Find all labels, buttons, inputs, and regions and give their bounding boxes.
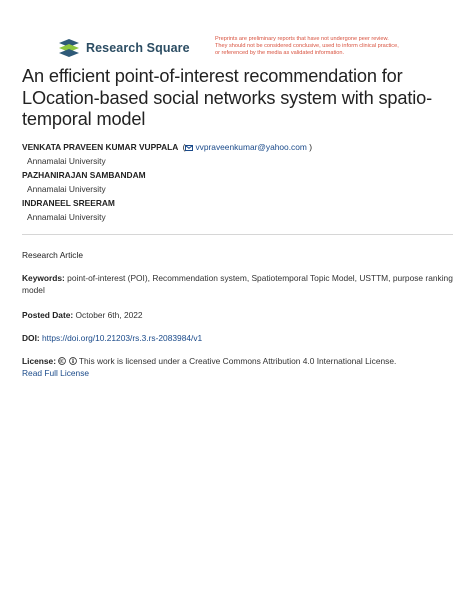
author-list bbox=[22, 142, 462, 226]
author-name: PAZHANIRAJAN SAMBANDAM bbox=[22, 170, 146, 180]
email-icon bbox=[185, 145, 193, 151]
paper-title bbox=[22, 66, 462, 131]
license-label: License: bbox=[22, 356, 56, 366]
keywords-label: Keywords: bbox=[22, 273, 65, 283]
posted-date bbox=[22, 309, 453, 321]
preprint-disclaimer bbox=[215, 36, 445, 58]
preprint-header bbox=[0, 0, 474, 64]
author-name: INDRANEEL SREERAM bbox=[22, 198, 115, 208]
read-full-license-link[interactable]: Read Full License bbox=[22, 368, 90, 378]
title-line: LOcation-based social networks system with spatio- bbox=[22, 87, 432, 108]
research-square-logo[interactable] bbox=[57, 38, 190, 58]
keywords bbox=[22, 272, 453, 296]
section-divider bbox=[22, 234, 453, 235]
creative-commons-icon bbox=[58, 357, 66, 365]
author-affiliation: Annamalai University bbox=[27, 212, 106, 222]
doi bbox=[22, 332, 453, 344]
author-email-wrap: ( vvpraveenkumar@yahoo.com ) bbox=[180, 142, 312, 152]
doi-label: DOI: bbox=[22, 333, 40, 343]
author-name bbox=[22, 142, 462, 156]
disclaimer-line: They should not be considered conclusive, used to inform clinical practice, bbox=[215, 43, 399, 50]
author-affiliation: Annamalai University bbox=[27, 156, 106, 166]
posted-date-value: October 6th, 2022 bbox=[75, 310, 143, 320]
title-line: An efficient point-of-interest recommendation for bbox=[22, 66, 403, 86]
author-affiliation: Annamalai University bbox=[27, 184, 106, 194]
keywords-value: point-of-interest (POI), Recommendation system, Spatiotemporal Topic Model, USTTM, purpose ranking model bbox=[22, 273, 453, 295]
attribution-icon bbox=[69, 357, 77, 365]
posted-date-label: Posted Date: bbox=[22, 310, 74, 320]
author-name-text: VENKATA PRAVEEN KUMAR VUPPALA bbox=[22, 142, 179, 152]
doi-link[interactable]: https://doi.org/10.21203/rs.3.rs-2083984/v1 bbox=[42, 333, 203, 343]
title-line: temporal model bbox=[22, 109, 146, 129]
disclaimer-line: Preprints are preliminary reports that have not undergone peer review. bbox=[215, 36, 389, 42]
brand-name: Research Square bbox=[86, 41, 190, 55]
author-email-link[interactable]: vvpraveenkumar@yahoo.com bbox=[195, 142, 307, 152]
license-text: This work is licensed under a Creative Commons Attribution 4.0 International License. bbox=[78, 356, 397, 366]
research-square-logo-icon bbox=[57, 38, 81, 58]
license bbox=[22, 355, 453, 379]
article-type: Research Article bbox=[22, 250, 83, 260]
disclaimer-line: or referenced by the media as validated information. bbox=[215, 50, 345, 57]
